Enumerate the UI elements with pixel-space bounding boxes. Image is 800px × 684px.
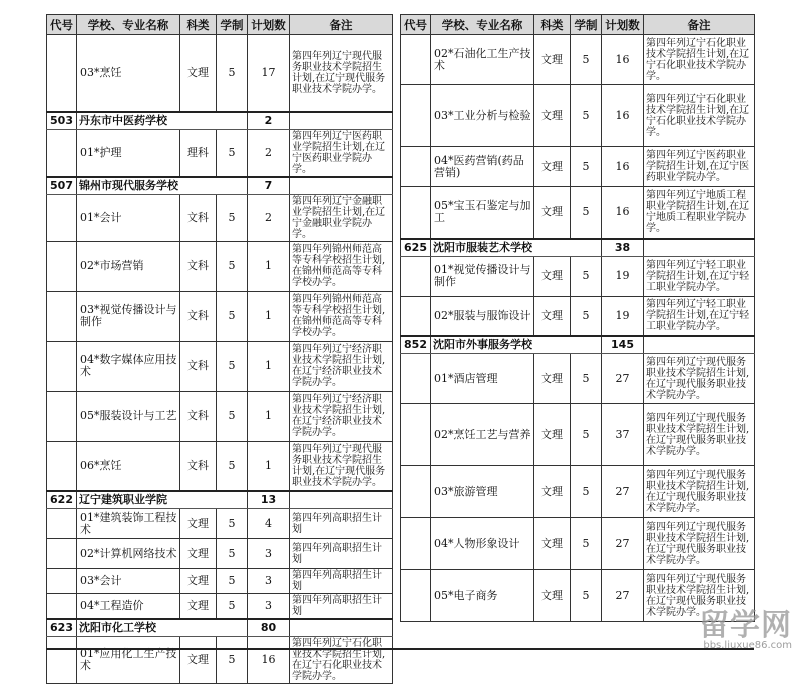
school-row (401, 336, 755, 354)
major-row (401, 354, 755, 404)
major-row (47, 291, 393, 341)
watermark-brand: 留学网 (699, 608, 792, 643)
major-note: 第四年列辽宁现代服务职业技术学院招生计划,在辽宁现代服务职业技术学院办学。 (644, 466, 755, 518)
major-plan: 27 (602, 570, 644, 622)
major-row (47, 569, 393, 594)
school-name: 辽宁建筑职业学院 (77, 491, 217, 509)
school-code: 625 (401, 239, 431, 257)
school-total: 145 (602, 336, 644, 354)
header-note: 备注 (644, 15, 755, 35)
major-name: 02*烹饪工艺与营养 (431, 404, 534, 466)
major-subject: 文理 (180, 569, 217, 594)
major-subject: 文理 (534, 570, 571, 622)
major-name: 01*建筑装饰工程技术 (77, 509, 180, 539)
major-years: 5 (217, 241, 248, 291)
school-name: 锦州市现代服务学校 (77, 177, 217, 195)
header-subject: 科类 (534, 15, 571, 35)
major-plan: 16 (602, 85, 644, 147)
major-years: 5 (571, 296, 602, 336)
major-row (47, 194, 393, 241)
major-row (47, 594, 393, 620)
major-note: 第四年列辽宁轻工职业学院招生计划,在辽宁轻工职业学院办学。 (644, 256, 755, 296)
major-row (401, 147, 755, 187)
right-table (400, 14, 755, 622)
major-years: 5 (217, 539, 248, 569)
major-name: 03*会计 (77, 569, 180, 594)
major-years: 5 (571, 570, 602, 622)
major-subject: 文理 (180, 35, 217, 112)
major-name: 06*烹饪 (77, 441, 180, 491)
major-years: 5 (217, 35, 248, 112)
major-note: 第四年列辽宁经济职业技术学院招生计划,在辽宁经济职业技术学院办学。 (290, 341, 393, 391)
school-name: 沈阳市外事服务学校 (431, 336, 571, 354)
major-plan: 1 (248, 441, 290, 491)
school-code: 622 (47, 491, 77, 509)
major-row (401, 466, 755, 518)
major-name: 03*旅游管理 (431, 466, 534, 518)
header-years: 学制 (571, 15, 602, 35)
header-note: 备注 (290, 15, 393, 35)
school-name: 沈阳市化工学校 (77, 619, 217, 637)
school-total: 38 (602, 239, 644, 257)
major-note: 第四年列高职招生计划 (290, 594, 393, 620)
major-plan: 27 (602, 466, 644, 518)
school-code: 623 (47, 619, 77, 637)
major-subject: 文理 (534, 354, 571, 404)
school-code: 852 (401, 336, 431, 354)
major-years: 5 (217, 194, 248, 241)
school-row (47, 177, 393, 195)
major-row (47, 241, 393, 291)
header-row (401, 15, 755, 35)
major-years: 5 (217, 441, 248, 491)
major-name: 05*服装设计与工艺 (77, 391, 180, 441)
major-plan: 3 (248, 569, 290, 594)
major-plan: 16 (248, 637, 290, 684)
header-code: 代号 (47, 15, 77, 35)
major-subject: 文理 (180, 594, 217, 620)
major-years: 5 (217, 291, 248, 341)
major-plan: 3 (248, 594, 290, 620)
header-row (47, 15, 393, 35)
header-plan: 计划数 (248, 15, 290, 35)
major-subject: 文科 (180, 391, 217, 441)
major-years: 5 (571, 466, 602, 518)
major-note: 第四年列辽宁现代服务职业技术学院招生计划,在辽宁现代服务职业技术学院办学。 (644, 404, 755, 466)
major-plan: 37 (602, 404, 644, 466)
major-name: 01*护理 (77, 129, 180, 177)
major-subject: 文理 (534, 404, 571, 466)
major-years: 5 (217, 569, 248, 594)
bottom-rule (46, 648, 754, 650)
school-row (401, 239, 755, 257)
major-years: 5 (217, 594, 248, 620)
school-total: 7 (248, 177, 290, 195)
major-subject: 文理 (534, 296, 571, 336)
school-name: 丹东市中医药学校 (77, 112, 217, 130)
major-name: 01*应用化工生产技术 (77, 637, 180, 684)
major-years: 5 (217, 637, 248, 684)
major-years: 5 (571, 404, 602, 466)
school-total: 13 (248, 491, 290, 509)
major-note: 第四年列辽宁现代服务职业技术学院招生计划,在辽宁现代服务职业技术学院办学。 (644, 354, 755, 404)
major-plan: 16 (602, 35, 644, 85)
major-name: 01*酒店管理 (431, 354, 534, 404)
school-total: 2 (248, 112, 290, 130)
major-plan: 2 (248, 129, 290, 177)
school-row (47, 491, 393, 509)
header-subject: 科类 (180, 15, 217, 35)
school-row (47, 112, 393, 130)
major-subject: 文理 (180, 637, 217, 684)
major-note: 第四年列辽宁现代服务职业技术学院招生计划,在辽宁现代服务职业技术学院办学。 (290, 441, 393, 491)
watermark (699, 608, 792, 651)
major-note: 第四年列辽宁地质工程职业学院招生计划,在辽宁地质工程职业学院办学。 (644, 187, 755, 239)
major-row (401, 35, 755, 85)
major-note: 第四年列高职招生计划 (290, 569, 393, 594)
header-plan: 计划数 (602, 15, 644, 35)
major-row (47, 637, 393, 684)
major-name: 04*数字媒体应用技术 (77, 341, 180, 391)
major-subject: 文科 (180, 441, 217, 491)
major-years: 5 (571, 187, 602, 239)
header-name: 学校、专业名称 (77, 15, 180, 35)
major-subject: 文理 (180, 509, 217, 539)
major-plan: 19 (602, 296, 644, 336)
major-plan: 1 (248, 241, 290, 291)
watermark-url: bbs.liuxue86.com (703, 640, 792, 651)
major-years: 5 (571, 147, 602, 187)
major-years: 5 (571, 518, 602, 570)
major-note: 第四年列高职招生计划 (290, 509, 393, 539)
school-row (47, 619, 393, 637)
major-row (47, 35, 393, 112)
major-plan: 3 (248, 539, 290, 569)
major-years: 5 (571, 354, 602, 404)
left-column (46, 14, 392, 684)
major-row (401, 296, 755, 336)
major-subject: 文科 (180, 341, 217, 391)
major-name: 03*视觉传播设计与制作 (77, 291, 180, 341)
major-row (47, 539, 393, 569)
major-name: 02*服装与服饰设计 (431, 296, 534, 336)
major-row (47, 509, 393, 539)
major-name: 04*医药营销(药品营销) (431, 147, 534, 187)
right-column (400, 14, 754, 622)
major-note: 第四年列锦州师范高等专科学校招生计划,在锦州师范高等专科学校办学。 (290, 241, 393, 291)
major-plan: 27 (602, 518, 644, 570)
header-years: 学制 (217, 15, 248, 35)
major-subject: 文理 (534, 147, 571, 187)
major-note: 第四年列辽宁轻工职业学院招生计划,在辽宁轻工职业学院办学。 (644, 296, 755, 336)
major-name: 05*宝玉石鉴定与加工 (431, 187, 534, 239)
school-code: 503 (47, 112, 77, 130)
header-name: 学校、专业名称 (431, 15, 534, 35)
left-table (46, 14, 393, 684)
major-name: 02*市场营销 (77, 241, 180, 291)
school-name: 沈阳市服装艺术学校 (431, 239, 571, 257)
major-row (401, 518, 755, 570)
major-name: 01*会计 (77, 194, 180, 241)
header-code: 代号 (401, 15, 431, 35)
major-years: 5 (571, 35, 602, 85)
major-name: 01*视觉传播设计与制作 (431, 256, 534, 296)
major-plan: 2 (248, 194, 290, 241)
major-years: 5 (571, 85, 602, 147)
major-row (401, 404, 755, 466)
major-name: 03*工业分析与检验 (431, 85, 534, 147)
major-subject: 文理 (534, 466, 571, 518)
major-plan: 16 (602, 187, 644, 239)
major-plan: 17 (248, 35, 290, 112)
major-name: 02*计算机网络技术 (77, 539, 180, 569)
major-subject: 理科 (180, 129, 217, 177)
major-years: 5 (217, 129, 248, 177)
major-note: 第四年列辽宁现代服务职业技术学院招生计划,在辽宁现代服务职业技术学院办学。 (644, 518, 755, 570)
major-years: 5 (217, 391, 248, 441)
major-subject: 文理 (534, 518, 571, 570)
major-subject: 文理 (534, 35, 571, 85)
major-note: 第四年列辽宁金融职业学院招生计划,在辽宁金融职业学院办学。 (290, 194, 393, 241)
major-row (47, 341, 393, 391)
major-note: 第四年列辽宁经济职业技术学院招生计划,在辽宁经济职业技术学院办学。 (290, 391, 393, 441)
major-plan: 27 (602, 354, 644, 404)
major-note: 第四年列辽宁石化职业技术学院招生计划,在辽宁石化职业技术学院办学。 (644, 85, 755, 147)
major-plan: 4 (248, 509, 290, 539)
major-subject: 文科 (180, 291, 217, 341)
major-years: 5 (217, 341, 248, 391)
major-name: 05*电子商务 (431, 570, 534, 622)
school-total: 80 (248, 619, 290, 637)
major-note: 第四年列辽宁现代服务职业技术学院招生计划,在辽宁现代服务职业技术学院办学。 (290, 35, 393, 112)
major-name: 04*人物形象设计 (431, 518, 534, 570)
major-years: 5 (571, 256, 602, 296)
major-row (47, 391, 393, 441)
major-note: 第四年列高职招生计划 (290, 539, 393, 569)
major-name: 04*工程造价 (77, 594, 180, 620)
major-note: 第四年列辽宁医药职业学院招生计划,在辽宁医药职业学院办学。 (290, 129, 393, 177)
major-note: 第四年列锦州师范高等专科学校招生计划,在锦州师范高等专科学校办学。 (290, 291, 393, 341)
major-name: 02*石油化工生产技术 (431, 35, 534, 85)
major-row (401, 85, 755, 147)
major-plan: 19 (602, 256, 644, 296)
major-subject: 文理 (534, 85, 571, 147)
major-row (401, 256, 755, 296)
major-plan: 16 (602, 147, 644, 187)
major-name: 03*烹饪 (77, 35, 180, 112)
major-note: 第四年列辽宁石化职业技术学院招生计划,在辽宁石化职业技术学院办学。 (644, 35, 755, 85)
major-row (401, 187, 755, 239)
major-note: 第四年列辽宁医药职业学院招生计划,在辽宁医药职业学院办学。 (644, 147, 755, 187)
major-plan: 1 (248, 341, 290, 391)
major-plan: 1 (248, 291, 290, 341)
major-subject: 文科 (180, 194, 217, 241)
major-subject: 文理 (180, 539, 217, 569)
major-years: 5 (217, 509, 248, 539)
school-code: 507 (47, 177, 77, 195)
major-plan: 1 (248, 391, 290, 441)
major-subject: 文科 (180, 241, 217, 291)
major-subject: 文理 (534, 187, 571, 239)
major-row (47, 129, 393, 177)
major-note: 第四年列辽宁石化职业技术学院招生计划,在辽宁石化职业技术学院办学。 (290, 637, 393, 684)
major-subject: 文理 (534, 256, 571, 296)
major-note: 第四年列辽宁现代服务职业技术学院招生计划,在辽宁现代服务职业技术学院办学。 (644, 570, 755, 622)
major-row (47, 441, 393, 491)
